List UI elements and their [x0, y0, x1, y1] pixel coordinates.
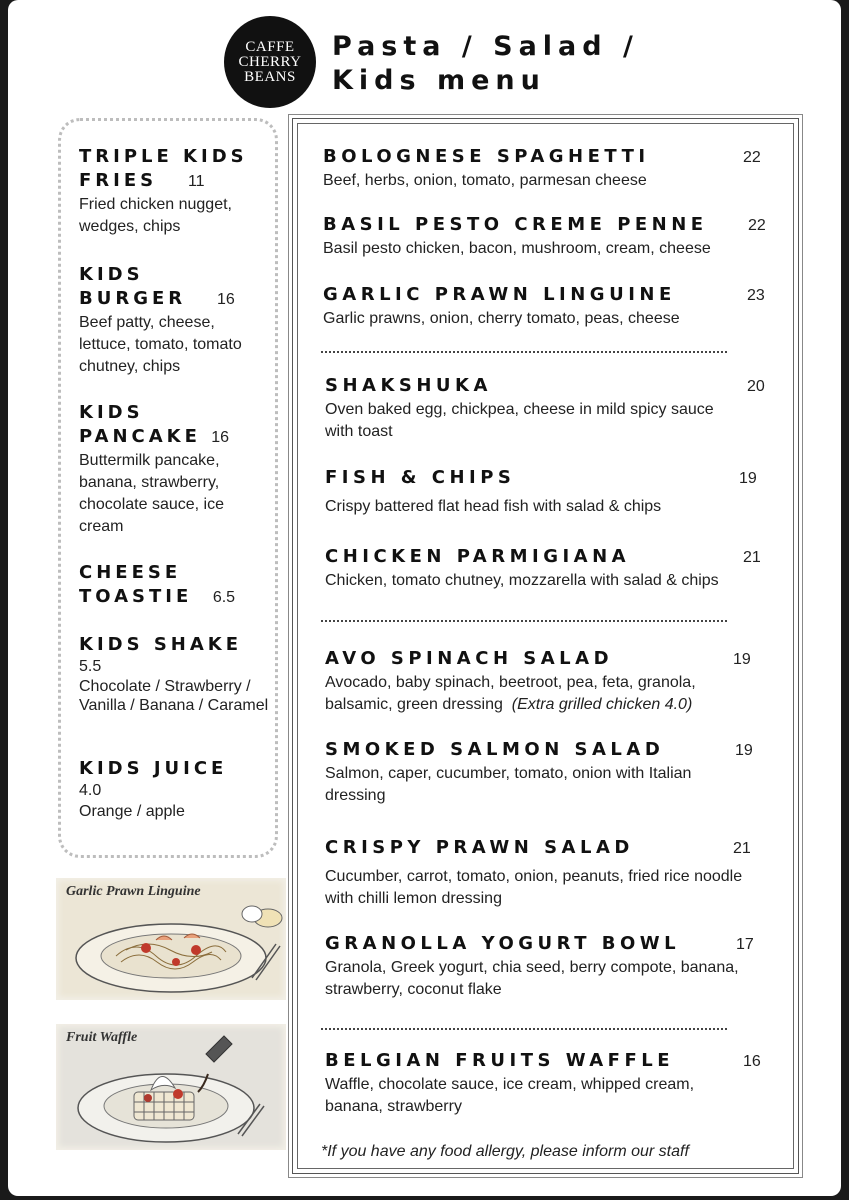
cafe-logo: [224, 16, 316, 108]
menu-item-price: 17: [736, 936, 754, 953]
menu-item: [325, 738, 785, 807]
kids-item-name-line: TRIPLE KIDS: [79, 146, 248, 167]
kids-item-name-line: TOASTIE: [79, 586, 193, 607]
menu-item-name: FISH & CHIPS: [325, 467, 516, 488]
menu-item-price: 19: [739, 470, 757, 487]
menu-item-name: BASIL PESTO CREME PENNE: [323, 214, 708, 235]
section-divider: [321, 351, 727, 353]
kids-item-name: [79, 401, 269, 450]
menu-item-name: CHICKEN PARMIGIANA: [325, 546, 631, 567]
kids-item-desc: Beef patty, cheese, lettuce, tomato, tomato chutney, chips: [79, 314, 242, 375]
title-line-2: Kids menu: [332, 65, 546, 96]
main-menu-frame: [292, 118, 799, 1174]
menu-item-price: 21: [743, 549, 761, 566]
main-menu-inner-border: [297, 123, 794, 1169]
menu-item-desc: Cucumber, carrot, tomato, onion, peanuts, fried rice noodle with chilli lemon dressing: [325, 868, 743, 907]
illustration-caption: Garlic Prawn Linguine: [66, 884, 201, 899]
menu-item-desc: Chicken, tomato chutney, mozzarella with salad & chips: [325, 572, 719, 589]
menu-item: [325, 647, 785, 716]
kids-item-price: 5.5: [79, 658, 102, 675]
menu-item: [323, 213, 783, 260]
menu-item-name: BOLOGNESE SPAGHETTI: [323, 146, 650, 167]
menu-item-name: AVO SPINACH SALAD: [325, 648, 614, 669]
menu-item-desc: Oven baked egg, chickpea, cheese in mild spicy sauce with toast: [325, 401, 714, 440]
menu-item: [323, 283, 783, 330]
menu-item-price: 20: [747, 378, 765, 395]
kids-item-price: 16: [211, 429, 229, 446]
title-line-1: Pasta / Salad /: [332, 31, 639, 62]
menu-item-desc: Waffle, chocolate sauce, ice cream, whipped cream, banana, strawberry: [325, 1076, 695, 1115]
menu-item-price: 23: [747, 287, 765, 304]
menu-item: [325, 1049, 785, 1118]
kids-item-name: [79, 263, 269, 312]
kids-item-price: 4.0: [79, 782, 102, 799]
menu-item-name: SHAKSHUKA: [325, 375, 492, 396]
kids-item: [79, 263, 269, 378]
kids-item-desc: Buttermilk pancake, banana, strawberry, chocolate sauce, ice cream: [79, 452, 224, 535]
kids-item-price: 16: [216, 291, 235, 308]
kids-item-name-line: PANCAKE: [79, 426, 201, 447]
kids-item: [79, 145, 269, 238]
menu-item-desc-text: Avocado, baby spinach, beetroot, pea, feta, granola, balsamic, green dressing: [325, 674, 696, 713]
allergy-note: *If you have any food allergy, please inform our staff: [321, 1143, 689, 1160]
logo-line-2: CHERRY: [238, 53, 302, 70]
kids-item: [79, 633, 269, 715]
menu-item-name: GRANOLLA YOGURT BOWL: [325, 933, 681, 954]
kids-menu-box: [58, 118, 278, 858]
menu-item: [325, 836, 785, 910]
illustration-pasta: [56, 878, 286, 1000]
menu-item-price: 22: [743, 149, 761, 166]
page-title: [332, 30, 639, 98]
menu-item-desc: Garlic prawns, onion, cherry tomato, peas, cheese: [323, 310, 680, 327]
section-divider: [321, 1028, 727, 1030]
menu-page: [8, 0, 841, 1196]
kids-item-desc: Chocolate / Strawberry / Vanilla / Banana / Caramel: [79, 678, 269, 714]
logo-line-3: BEANS: [244, 68, 296, 85]
menu-item-name: SMOKED SALMON SALAD: [325, 739, 665, 760]
menu-item: [325, 932, 785, 1001]
menu-item-desc: Crispy battered flat head fish with salad & chips: [325, 498, 662, 515]
kids-item: [79, 757, 269, 823]
menu-item-desc: Granola, Greek yogurt, chia seed, berry compote, banana, strawberry, coconut flake: [325, 959, 739, 998]
kids-item-name-line: FRIES: [79, 170, 158, 191]
menu-item-desc: Beef, herbs, onion, tomato, parmesan cheese: [323, 172, 647, 189]
menu-item-extra: (Extra grilled chicken 4.0): [511, 696, 693, 713]
illustration-waffle: [56, 1024, 286, 1150]
kids-item-name: [79, 145, 269, 194]
kids-item: [79, 401, 269, 538]
kids-item-name: KIDS SHAKE: [79, 634, 243, 655]
illustration-caption: Fruit Waffle: [66, 1030, 138, 1045]
menu-item-desc: Basil pesto chicken, bacon, mushroom, cream, cheese: [323, 240, 711, 257]
menu-item-name: CRISPY PRAWN SALAD: [325, 837, 634, 858]
menu-item-desc: Salmon, caper, cucumber, tomato, onion with Italian dressing: [325, 765, 692, 804]
kids-item-name-line: KIDS: [79, 402, 144, 423]
kids-item-price: 11: [187, 173, 205, 190]
kids-item-name-line: CHEESE: [79, 562, 182, 583]
kids-item-name-line: BURGER: [79, 288, 187, 309]
kids-item-name-line: KIDS: [79, 264, 144, 285]
kids-item-desc: Fried chicken nugget, wedges, chips: [79, 196, 232, 235]
kids-item-price: 6.5: [212, 589, 236, 606]
menu-item: [323, 145, 783, 192]
kids-item: [79, 561, 269, 610]
logo-line-1: CAFFE: [245, 38, 295, 55]
menu-item-price: 19: [735, 742, 753, 759]
menu-item-name: BELGIAN FRUITS WAFFLE: [325, 1050, 675, 1071]
kids-item-name: [79, 561, 269, 610]
menu-item-price: 22: [748, 217, 766, 234]
kids-item-desc: Orange / apple: [79, 803, 185, 820]
menu-item-name: GARLIC PRAWN LINGUINE: [323, 284, 676, 305]
menu-item-price: 21: [733, 840, 751, 857]
menu-item: [325, 374, 785, 443]
menu-item-price: 16: [743, 1053, 761, 1070]
kids-item-name: KIDS JUICE: [79, 758, 228, 779]
menu-item: [325, 466, 785, 518]
menu-item-desc: [325, 672, 755, 716]
section-divider: [321, 620, 727, 622]
menu-item-price: 19: [733, 651, 751, 668]
menu-item: [325, 545, 785, 592]
